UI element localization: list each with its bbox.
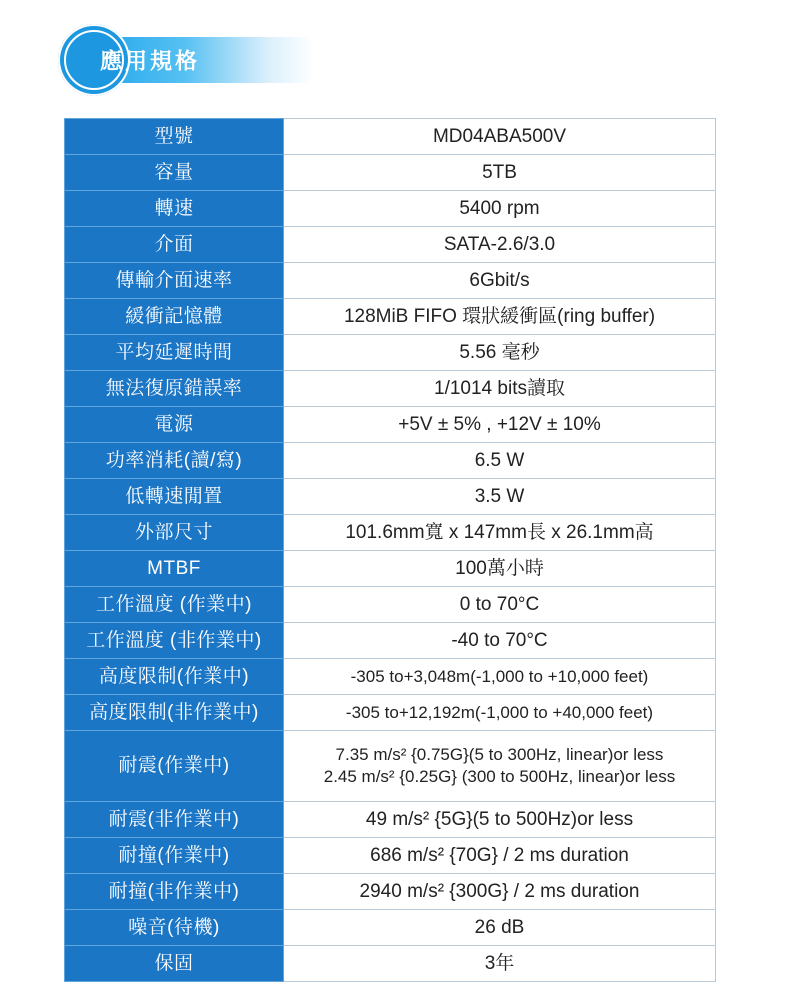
row-label: 低轉速閒置 — [65, 479, 284, 515]
row-value: 6Gbit/s — [284, 263, 716, 299]
row-label: 轉速 — [65, 191, 284, 227]
table-row — [65, 551, 716, 587]
table-row — [65, 191, 716, 227]
row-label: 保固 — [65, 946, 284, 982]
row-value: 5.56 毫秒 — [284, 335, 716, 371]
row-label: MTBF — [65, 551, 284, 587]
row-value: 1/1014 bits讀取 — [284, 371, 716, 407]
row-value: 0 to 70°C — [284, 587, 716, 623]
row-value: 5400 rpm — [284, 191, 716, 227]
row-label: 型號 — [65, 119, 284, 155]
row-value: 6.5 W — [284, 443, 716, 479]
row-value: 128MiB FIFO 環狀緩衝區(ring buffer) — [284, 299, 716, 335]
row-label: 耐撞(作業中) — [65, 838, 284, 874]
table-row — [65, 910, 716, 946]
row-value: SATA-2.6/3.0 — [284, 227, 716, 263]
row-label: 高度限制(作業中) — [65, 659, 284, 695]
row-value: -305 to+12,192m(-1,000 to +40,000 feet) — [284, 695, 716, 731]
table-row — [65, 659, 716, 695]
row-value: 686 m/s² {70G} / 2 ms duration — [284, 838, 716, 874]
row-label: 外部尺寸 — [65, 515, 284, 551]
table-row — [65, 299, 716, 335]
row-value: -40 to 70°C — [284, 623, 716, 659]
table-row — [65, 623, 716, 659]
row-label: 緩衝記憶體 — [65, 299, 284, 335]
row-label: 耐震(作業中) — [65, 731, 284, 802]
table-row — [65, 371, 716, 407]
row-label: 容量 — [65, 155, 284, 191]
section-heading — [58, 24, 258, 96]
row-label: 傳輸介面速率 — [65, 263, 284, 299]
table-row — [65, 802, 716, 838]
row-label: 介面 — [65, 227, 284, 263]
row-value-line: 7.35 m/s² {0.75G}(5 to 300Hz, linear)or less — [335, 745, 664, 764]
row-value: 5TB — [284, 155, 716, 191]
table-row — [65, 443, 716, 479]
table-row — [65, 695, 716, 731]
row-label: 工作溫度 (作業中) — [65, 587, 284, 623]
spec-table — [64, 118, 716, 982]
table-row — [65, 874, 716, 910]
table-row — [65, 119, 716, 155]
row-value: 3年 — [284, 946, 716, 982]
row-label: 工作溫度 (非作業中) — [65, 623, 284, 659]
row-value — [284, 731, 716, 802]
row-value: 101.6mm寬 x 147mm長 x 26.1mm高 — [284, 515, 716, 551]
row-label: 噪音(待機) — [65, 910, 284, 946]
table-row — [65, 227, 716, 263]
row-label: 平均延遲時間 — [65, 335, 284, 371]
table-row — [65, 479, 716, 515]
row-label: 耐撞(非作業中) — [65, 874, 284, 910]
row-value: 49 m/s² {5G}(5 to 500Hz)or less — [284, 802, 716, 838]
table-row — [65, 335, 716, 371]
row-value: MD04ABA500V — [284, 119, 716, 155]
table-row — [65, 587, 716, 623]
table-row — [65, 838, 716, 874]
page-title: 應用規格 — [100, 48, 201, 74]
row-value: 2940 m/s² {300G} / 2 ms duration — [284, 874, 716, 910]
table-row — [65, 946, 716, 982]
row-label: 電源 — [65, 407, 284, 443]
row-label: 功率消耗(讀/寫) — [65, 443, 284, 479]
row-value-line: 2.45 m/s² {0.25G} (300 to 500Hz, linear)or less — [323, 767, 676, 786]
row-value: 100萬小時 — [284, 551, 716, 587]
row-value: -305 to+3,048m(-1,000 to +10,000 feet) — [284, 659, 716, 695]
row-value: 26 dB — [284, 910, 716, 946]
row-value: +5V ± 5% , +12V ± 10% — [284, 407, 716, 443]
table-row — [65, 731, 716, 802]
table-row — [65, 515, 716, 551]
table-row — [65, 263, 716, 299]
table-row — [65, 155, 716, 191]
row-value: 3.5 W — [284, 479, 716, 515]
table-row — [65, 407, 716, 443]
row-label: 耐震(非作業中) — [65, 802, 284, 838]
row-label: 高度限制(非作業中) — [65, 695, 284, 731]
row-label: 無法復原錯誤率 — [65, 371, 284, 407]
